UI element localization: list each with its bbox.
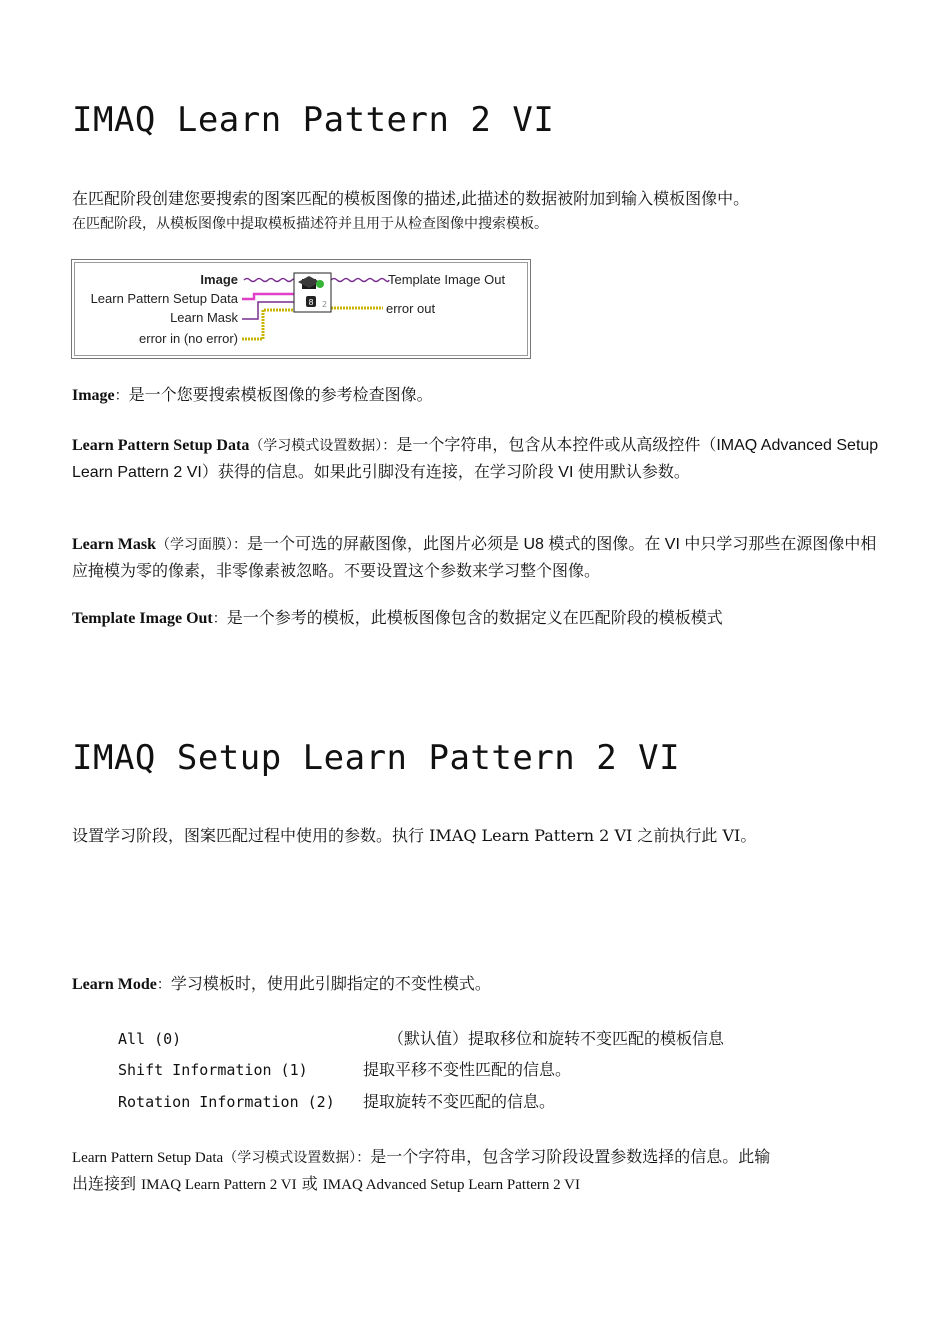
param-image [72,382,433,409]
param-setup-data-text: 是一个字符串，包含从本控件或从高级控件（IMAQ Advanced Setup Learn Pattern 2 VI）获得的信息。如果此引脚没有连接，在学习阶段 VI 使用默认参数。 [72,437,879,481]
mode-all-desc: （默认值）提取移位和旋转不变匹配的模板信息 [388,1029,725,1048]
setup-data-output-sep: （学习模式设置数据）： [223,1150,371,1166]
section2-desc: 设置学习阶段，图案匹配过程中使用的参数。执行 IMAQ Learn Pattern 2 VI 之前执行此 VI。 [72,826,757,845]
setup-data-output-text2c: 或 [296,1174,323,1193]
svg-text:2: 2 [322,300,328,309]
section1-title: IMAQ Learn Pattern 2 VI [72,100,555,140]
mode-rotation-key: Rotation Information (2) [118,1093,335,1111]
param-image-text: 是一个您要搜索模板图像的参考检查图像。 [128,385,433,404]
param-setup-data-sep: （学习模式设置数据）： [249,438,397,454]
param-template-out-name: Template Image Out [72,610,213,627]
section1-desc-line1: 在匹配阶段创建您要搜索的图案匹配的模板图像的描述,此描述的数据被附加到输入模板图像中。 [72,189,750,208]
setup-data-output-text2a: 出连接到 [72,1174,142,1193]
param-learn-mode-text: 学习模板时，使用此引脚指定的不变性模式。 [170,974,491,993]
param-setup-data [72,432,880,485]
mode-row-rotation [118,1089,555,1112]
mode-row-all [118,1026,724,1049]
param-template-image-out [72,605,723,632]
param-image-sep: ： [114,388,129,404]
link-advanced-setup-vi: IMAQ Advanced Setup Learn Pattern 2 VI [322,1177,580,1193]
param-learn-mask-name: Learn Mask [72,536,156,553]
param-image-name: Image [72,387,115,404]
param-learn-mode-name: Learn Mode [72,976,157,993]
mode-shift-key: Shift Information (1) [118,1061,308,1079]
section2-title: IMAQ Setup Learn Pattern 2 VI [72,738,681,778]
mode-all-key: All (0) [118,1030,182,1048]
param-learn-mode [72,971,491,998]
param-learn-mask-sep: （学习面膜）： [156,537,247,553]
output-template-image-label: Template Image Out [388,272,506,287]
mode-shift-desc: 提取平移不变性匹配的信息。 [363,1060,572,1079]
param-learn-mode-sep: ： [156,977,171,993]
param-template-out-text: 是一个参考的模板，此模板图像包含的数据定义在匹配阶段的模板模式 [226,608,723,627]
input-learn-mask-label: Learn Mask [170,310,238,325]
setup-data-output-name: Learn Pattern Setup Data [72,1150,224,1166]
connector-pane-diagram [71,259,531,359]
param-learn-mask [72,531,880,584]
setup-data-output-text1: 是一个字符串，包含学习阶段设置参数选择的信息。此输 [370,1147,771,1166]
mode-row-shift [118,1057,571,1080]
mode-rotation-desc: 提取旋转不变匹配的信息。 [363,1092,556,1111]
diagram-wires [72,260,530,358]
svg-text:8: 8 [308,298,314,307]
param-setup-data-output [72,1144,882,1198]
link-learn-pattern-vi: IMAQ Learn Pattern 2 VI [141,1177,297,1193]
param-setup-data-name: Learn Pattern Setup Data [72,437,250,454]
section1-desc-line2: 在匹配阶段，从模板图像中提取模板描述符并且用于从检查图像中搜索模板。 [72,216,548,232]
input-image-label: Image [200,272,238,287]
input-setup-data-label: Learn Pattern Setup Data [90,291,238,306]
param-learn-mask-text: 是一个可选的屏蔽图像，此图片必须是 U8 模式的图像。在 VI 中只学习那些在源图像中相应掩模为零的像素，非零像素被忽略。不要设置这个参数来学习整个图像。 [72,536,877,580]
param-template-out-sep: ： [212,611,227,627]
output-error-out-label: error out [386,301,436,316]
input-error-in-label: error in (no error) [139,331,238,346]
